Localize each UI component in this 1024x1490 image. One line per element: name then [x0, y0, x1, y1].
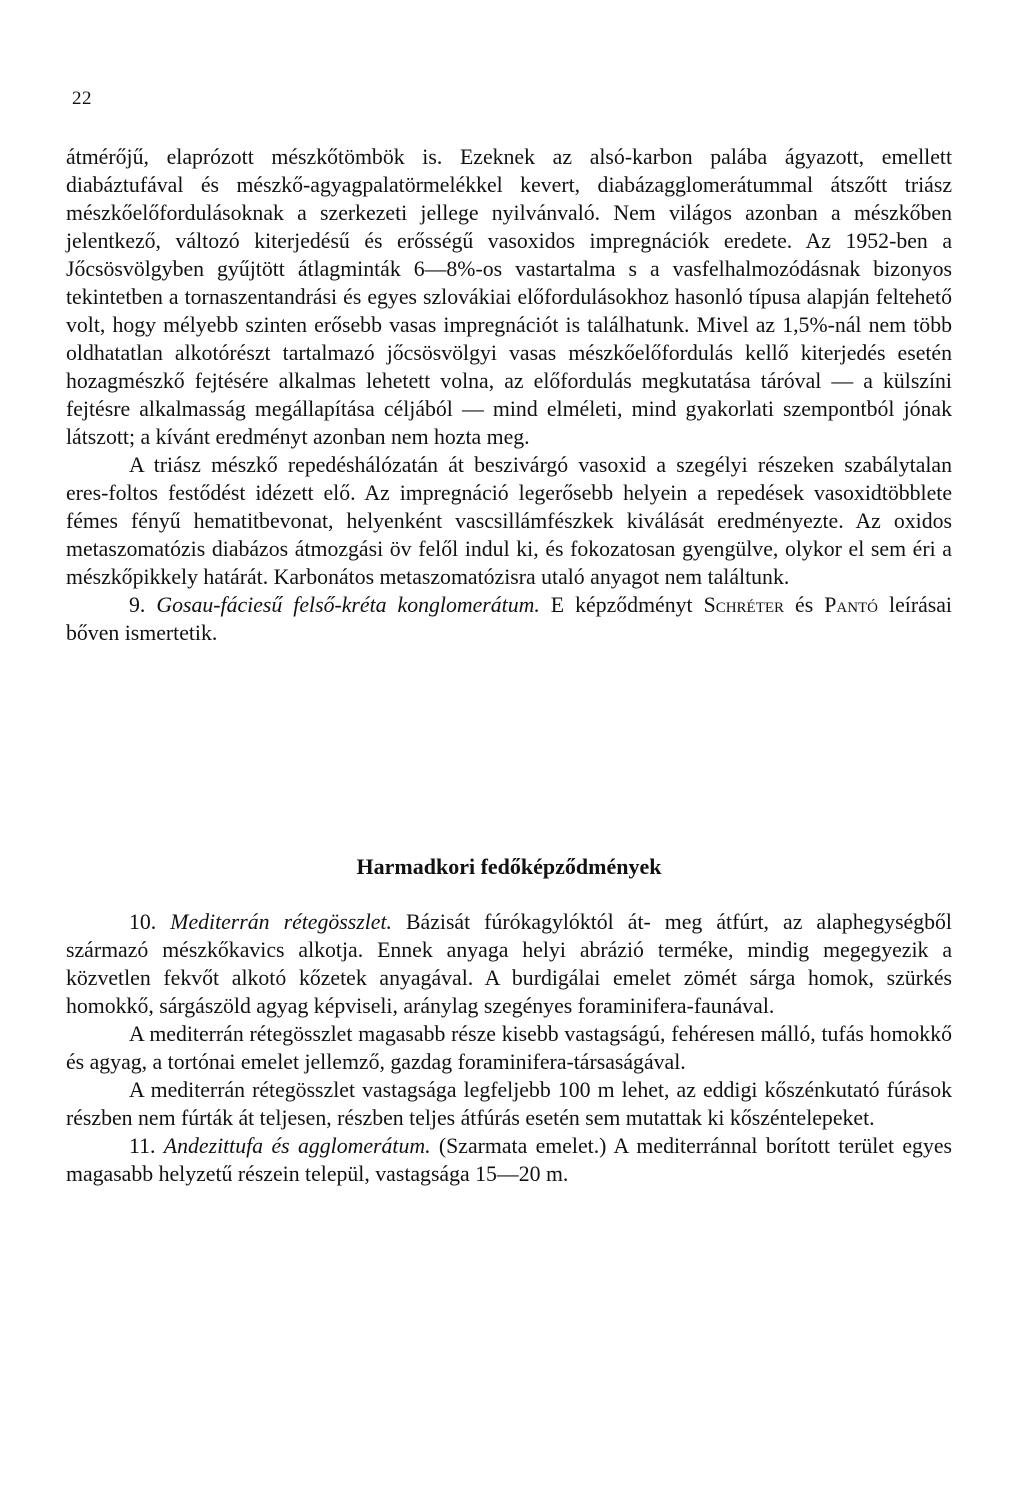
- author-name: Pantó: [824, 593, 879, 617]
- paragraph-vasoxid: A triász mészkő repedéshálózatán át beszivárgó vasoxid a szegélyi részeken szabálytalan eres-foltos festődést idézett elő. Az impregnáció legerősebb helyein a repedések vasoxidtöbblete fémes fényű hematitbevonat, helyenként vascsillámfészkek kiválását eredményezte. Az oxidos metaszomatózis diabázos átmozgási öv felől indul ki, és fokozatosan gyengülve, olykor el sem éri a mészkőpikkely határát. Karbonátos metaszomatózisra utaló anyagot nem találtunk.: [66, 453, 952, 589]
- item-text: Bázisát fúrókagylóktól át- meg átfúrt, az alaphegységből származó mészkőkavics alkotja. Ennek anyaga helyi abrázió terméke, mindig megegyezik a közvetlen fekvőt alkotó kőzetek anyagával. A burdigálai emelet zömét sárga homok, szürkés homokkő, sárgászöld agyag képviseli, aránylag szegényes foraminifera-faunával.: [66, 910, 952, 1018]
- item-number: 9.: [129, 593, 146, 617]
- section-text-2: [66, 908, 952, 1188]
- page-number: 22: [72, 88, 92, 109]
- item-text: (Szarmata emelet.) A mediterránnal borított terület egyes magasabb helyzetű részein települ, vastagsága 15—20 m.: [66, 1134, 953, 1186]
- paragraph-continued: átmérőjű, elaprózott mészkőtömbök is. Ezeknek az alsó-karbon palába ágyazott, emellett diabáztufával és mészkő-agyagpalatörmelékkel kevert, diabázagglomerátummal átszőtt triász mészkőelőfordulásoknak a szerkezeti jellege nyilvánvaló. Nem világos azonban a mészkőben jelentkező, változó kiterjedésű és erősségű vasoxidos impregnációk eredete. Az 1952-ben a Jőcsösvölgyben gyűjtött átlagminták 6—8%-os vastartalma s a vasfelhalmozódásnak bizonyos tekintetben a tornaszentandrási és egyes szlovákiai előfordulásokhoz hasonló típusa alapján feltehető volt, hogy mélyebb szinten erősebb vasas impregnációt is találhatunk. Mivel az 1,5%-nál nem több oldhatatlan alkotórészt tartalmazó jőcsösvölgyi vasas mészkőelőfordulás kellő kiterjedés esetén hozagmészkő fejtésére alkalmas lehetett volna, az előfordulás megkutatása táróval — a külszíni fejtésre alkalmasság megállapítása céljából — mind elméleti, mind gyakorlati szempontból jónak látszott; a kívánt eredményt azonban nem hozta meg.: [66, 145, 952, 449]
- item-number: 10.: [129, 910, 157, 934]
- item-title: Mediterrán rétegösszlet.: [170, 910, 392, 934]
- paragraph-item-11: [66, 1132, 952, 1188]
- item-title: Andezittufa és agglomerátum.: [163, 1134, 431, 1158]
- author-name: Schréter: [703, 593, 785, 617]
- paragraph-item-10: [66, 908, 952, 1020]
- item-number: 11.: [129, 1134, 156, 1158]
- item-text: és: [784, 593, 825, 617]
- paragraph-mediterran-thickness: A mediterrán rétegösszlet vastagsága legfeljebb 100 m lehet, az eddigi kőszénkutató fúrások részben nem fúrták át teljesen, részben teljes átfúrás esetén sem mutattak ki kőszéntelepeket.: [66, 1078, 952, 1130]
- item-text: leírásai bőven ismertetik.: [66, 593, 952, 645]
- item-title: Gosau-fáciesű felső-kréta konglomerátum.: [156, 593, 540, 617]
- item-text: E képződményt: [539, 593, 704, 617]
- section-heading: Harmadkori fedőképződmények: [356, 854, 662, 879]
- paragraph-item-9: [66, 591, 952, 647]
- section-text-1: [66, 143, 952, 647]
- paragraph-mediterran-upper: A mediterrán rétegösszlet magasabb része kisebb vastagságú, fehéresen málló, tufás homokkő és agyag, a tortónai emelet jellemző, gazdag foraminifera-társaságával.: [66, 1022, 952, 1074]
